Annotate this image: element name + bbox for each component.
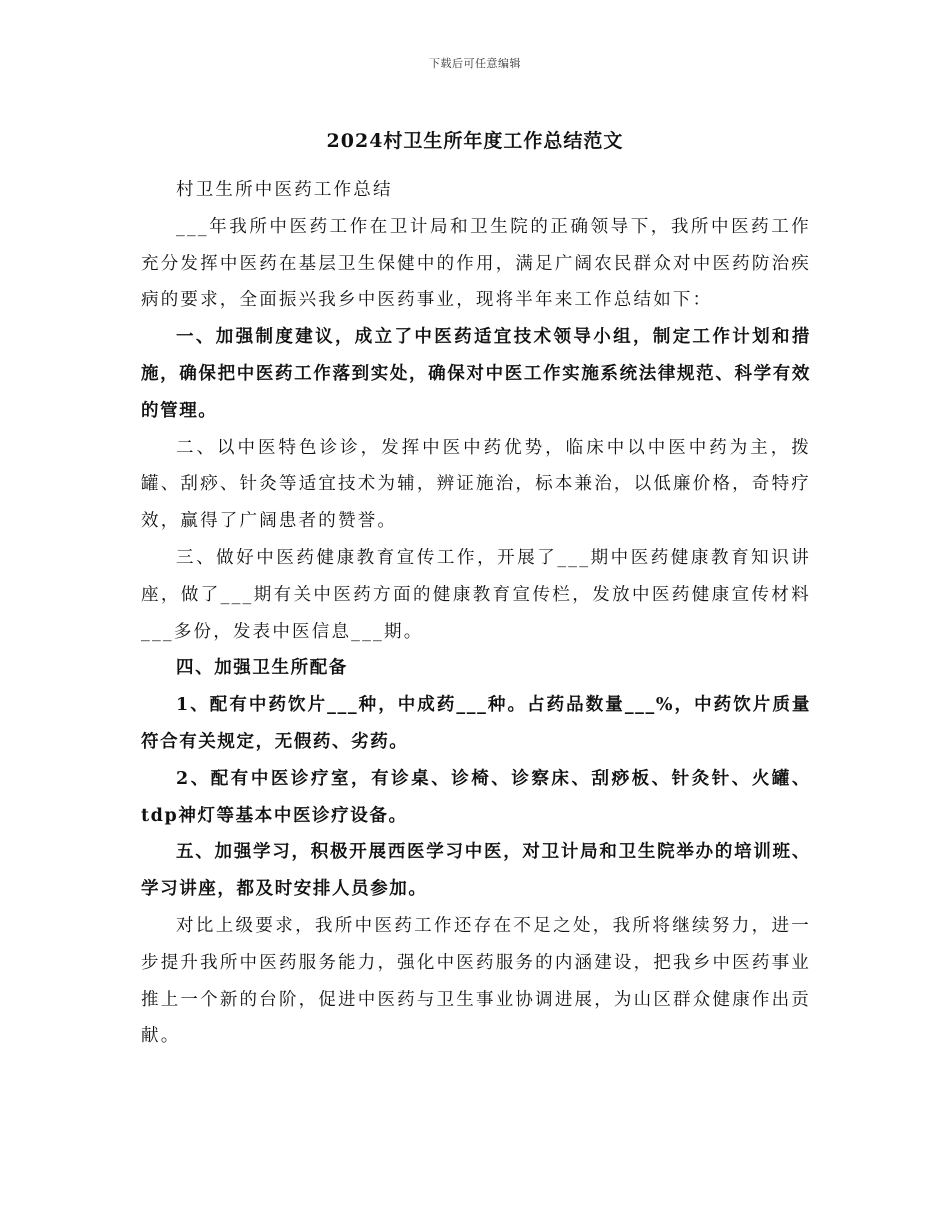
document-body — [141, 172, 811, 1055]
page-header-note: 下载后可任意编辑 — [429, 57, 521, 70]
section-four-item-2: 2、配有中医诊疗室，有诊桌、诊椅、诊察床、刮痧板、针灸针、火罐、tdp神灯等基本中医诊疗设备。 — [141, 768, 811, 826]
section-four-item-1: 1、配有中药饮片___种，中成药___种。占药品数量___%，中药饮片质量符合有关规定，无假药、劣药。 — [141, 695, 811, 752]
section-two-paragraph: 二、以中医特色诊诊，发挥中医中药优势，临床中以中医中药为主，拨罐、刮痧、针灸等适宜技术为辅，辨证施治，标本兼治，以低廉价格，奇特疗效，赢得了广阔患者的赞誉。 — [141, 437, 811, 532]
section-three-paragraph: 三、做好中医药健康教育宣传工作，开展了___期中医药健康教育知识讲座，做了___期有关中医药方面的健康教育宣传栏，发放中医药健康宣传材料___多份，发表中医信息___期。 — [141, 547, 811, 642]
section-five-paragraph: 五、加强学习，积极开展西医学习中医，对卫计局和卫生院举办的培训班、学习讲座，都及时安排人员参加。 — [141, 842, 811, 900]
intro-paragraph: ___年我所中医药工作在卫计局和卫生院的正确领导下，我所中医药工作充分发挥中医药在基层卫生保健中的作用，满足广阔农民群众对中医药防治疾病的要求，全面振兴我乡中医药事业，现将半年来工作总结如下： — [141, 216, 811, 311]
section-four-heading: 四、加强卫生所配备 — [176, 658, 348, 679]
section-one-paragraph: 一、加强制度建议，成立了中医药适宜技术领导小组，制定工作计划和措施，确保把中医药工作落到实处，确保对中医工作实施系统法律规范、科学有效的管理。 — [141, 327, 811, 421]
section-subtitle: 村卫生所中医药工作总结 — [176, 180, 393, 200]
conclusion-paragraph: 对比上级要求，我所中医药工作还存在不足之处，我所将继续努力，进一步提升我所中医药服务能力，强化中医药服务的内涵建设，把我乡中医药事业推上一个新的台阶，促进中医药与卫生事业协调进展，为山区群众健康作出贡献。 — [141, 915, 811, 1047]
document-title: 2024村卫生所年度工作总结范文 — [326, 130, 624, 152]
